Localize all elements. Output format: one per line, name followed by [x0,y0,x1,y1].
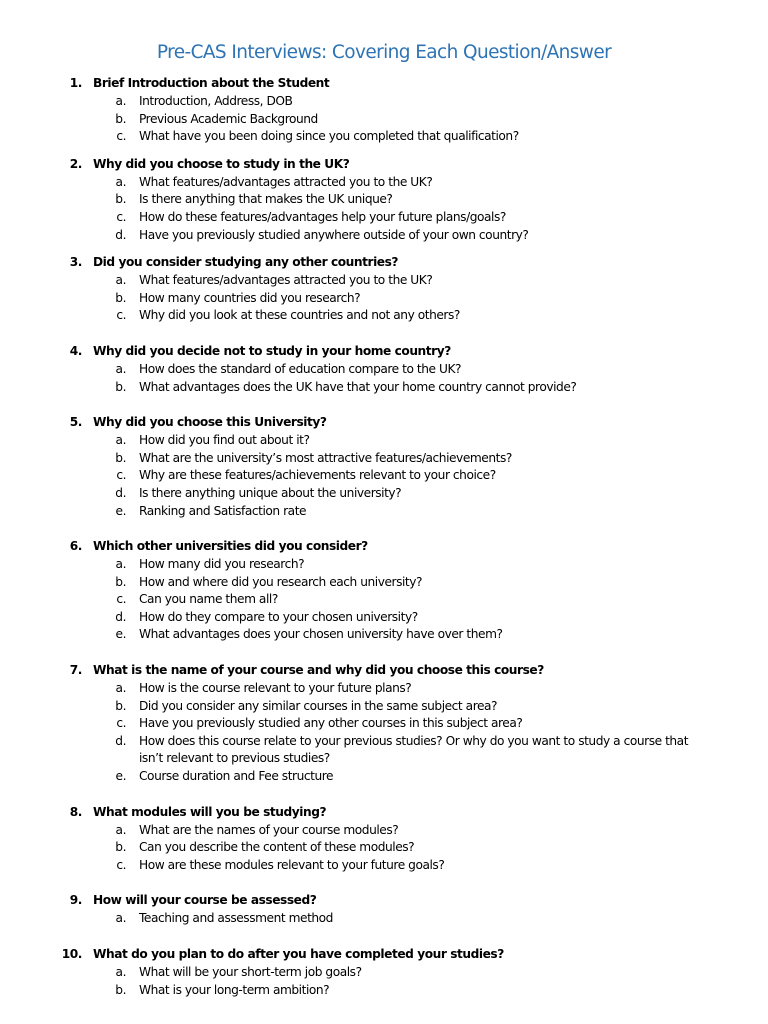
sub-question [0,227,768,245]
sub-question-text: What are the names of your course modules? [139,822,399,837]
sub-question-letter: c. [116,468,126,483]
sub-question-letter: c. [116,209,126,224]
question-5 [0,413,768,520]
sub-question-letter: b. [115,111,126,126]
sub-question-text: Why are these features/achievements relevant to your choice? [139,468,496,483]
question-list [0,74,768,999]
sub-question [0,174,768,192]
sub-question-letter: b. [115,982,126,997]
sub-question-letter: a. [115,174,126,189]
question-6 [0,537,768,644]
sub-question-text: What is your long-term ambition? [139,982,330,997]
sub-question-letter: b. [115,379,126,394]
sub-question [0,93,768,111]
question-8 [0,803,768,875]
sub-question-text: How are these modules relevant to your future goals? [139,857,445,872]
sub-question-letter: b. [115,574,126,589]
question-number: 4. [69,343,82,358]
sub-question-text: Ranking and Satisfaction rate [139,503,307,518]
sub-question [0,128,768,146]
sub-question-letter: c. [116,308,126,323]
sub-question-letter: a. [115,273,126,288]
question-4 [0,342,768,396]
question-heading [0,891,768,910]
sub-question-letter: d. [115,485,126,500]
sub-question-text: How many did you research? [139,557,305,572]
question-number: 3. [69,255,82,270]
question-heading [0,253,768,272]
question-heading [0,74,768,93]
sub-question [0,733,768,768]
question-number: 1. [69,76,82,90]
sub-question [0,361,768,379]
sub-question-text: What features/advantages attracted you to the UK? [139,273,433,288]
sub-question [0,768,768,786]
sub-question-text: Is there anything unique about the university? [139,485,402,500]
sub-question-text: How does the standard of education compare to the UK? [139,361,462,376]
sub-question-text: Why did you look at these countries and not any others? [139,308,460,323]
sub-question-text: How do they compare to your chosen university? [139,609,418,624]
question-heading [0,661,768,680]
question-heading [0,803,768,822]
sub-question-text: What advantages does your chosen university have over them? [139,627,503,642]
sub-question-letter: d. [115,733,126,748]
question-heading [0,537,768,556]
sub-question-text: Have you previously studied any other courses in this subject area? [139,716,523,731]
question-heading [0,155,768,174]
sub-question-letter: a. [115,433,126,448]
question-text: What do you plan to do after you have completed your studies? [93,947,504,961]
question-number: 10. [61,947,82,961]
question-text: Why did you choose to study in the UK? [93,156,350,171]
sub-question [0,609,768,627]
sub-question-text: What advantages does the UK have that your home country cannot provide? [139,379,577,394]
question-text: Why did you choose this University? [93,415,327,430]
question-number: 7. [69,663,82,678]
sub-question-text: How did you find out about it? [139,433,310,448]
sub-question-text: How does this course relate to your previous studies? Or why do you want to study a course that isn’t relevant to previous studies? [139,733,689,766]
question-1 [0,74,768,146]
sub-question-letter: a. [115,681,126,696]
question-text: Which other universities did you consider? [93,539,368,554]
question-text: What modules will you be studying? [93,804,327,819]
sub-question-letter: c. [116,716,126,731]
sub-question-text: How do these features/advantages help your future plans/goals? [139,209,506,224]
sub-question-letter: e. [115,627,126,642]
sub-question-letter: c. [116,129,126,144]
sub-question-letter: b. [115,450,126,465]
sub-question [0,574,768,592]
sub-question-letter: e. [115,503,126,518]
sub-question-letter: d. [115,609,126,624]
sub-question [0,379,768,397]
sub-question-letter: d. [115,227,126,242]
sub-question-letter: b. [115,840,126,855]
sub-question-letter: c. [116,857,126,872]
sub-question-text: Did you consider any similar courses in the same subject area? [139,698,498,713]
sub-question [0,857,768,875]
question-text: Why did you decide not to study in your home country? [93,343,451,358]
sub-question-text: Course duration and Fee structure [139,769,334,784]
document-title: Pre-CAS Interviews: Covering Each Question/Answer [156,42,612,63]
sub-question [0,307,768,325]
sub-question [0,964,768,982]
sub-question [0,715,768,733]
question-text: Did you consider studying any other countries? [93,255,399,270]
sub-question-letter: a. [115,911,126,926]
sub-question-text: Previous Academic Background [139,111,318,126]
sub-question-text: Is there anything that makes the UK unique? [139,192,393,207]
sub-question [0,209,768,227]
sub-question [0,450,768,468]
sub-question [0,698,768,716]
sub-question-letter: b. [115,290,126,305]
sub-question-letter: e. [115,769,126,784]
sub-question [0,467,768,485]
question-number: 2. [69,156,82,171]
sub-question-text: How is the course relevant to your future plans? [139,681,412,696]
sub-question-text: What are the university’s most attractive features/achievements? [139,450,512,465]
question-heading [0,413,768,432]
sub-question [0,191,768,209]
sub-question [0,822,768,840]
question-2 [0,155,768,244]
sub-question-text: Can you describe the content of these modules? [139,840,415,855]
sub-question-letter: a. [115,361,126,376]
sub-question-text: How and where did you research each university? [139,574,423,589]
question-number: 8. [69,804,82,819]
sub-question [0,626,768,644]
sub-question [0,503,768,521]
sub-question [0,591,768,609]
question-3 [0,253,768,325]
question-text: Brief Introduction about the Student [93,76,330,90]
question-number: 5. [69,415,82,430]
sub-question [0,839,768,857]
sub-question-letter: a. [115,557,126,572]
sub-question [0,485,768,503]
question-heading [0,342,768,361]
sub-question [0,432,768,450]
sub-question-letter: a. [115,94,126,108]
sub-question-text: What have you been doing since you completed that qualification? [139,129,519,144]
sub-question [0,272,768,290]
question-7 [0,661,768,786]
sub-question [0,680,768,698]
sub-question-text: Have you previously studied anywhere outside of your own country? [139,227,529,242]
question-heading [0,945,768,964]
sub-question-letter: b. [115,192,126,207]
sub-question-text: How many countries did you research? [139,290,361,305]
sub-question-letter: a. [115,965,126,979]
question-10 [0,945,768,999]
sub-question-text: What will be your short-term job goals? [139,965,362,979]
question-text: How will your course be assessed? [93,893,317,908]
sub-question-letter: a. [115,822,126,837]
question-9 [0,891,768,928]
sub-question [0,556,768,574]
sub-question [0,111,768,129]
question-text: What is the name of your course and why did you choose this course? [93,663,544,678]
sub-question-text: Introduction, Address, DOB [139,94,293,108]
question-number: 9. [69,893,82,908]
sub-question [0,910,768,928]
sub-question-text: Can you name them all? [139,592,278,607]
sub-question [0,290,768,308]
sub-question-text: Teaching and assessment method [139,911,333,926]
sub-question [0,982,768,1000]
question-number: 6. [69,539,82,554]
sub-question-letter: c. [116,592,126,607]
sub-question-text: What features/advantages attracted you to the UK? [139,174,433,189]
sub-question-letter: b. [115,698,126,713]
